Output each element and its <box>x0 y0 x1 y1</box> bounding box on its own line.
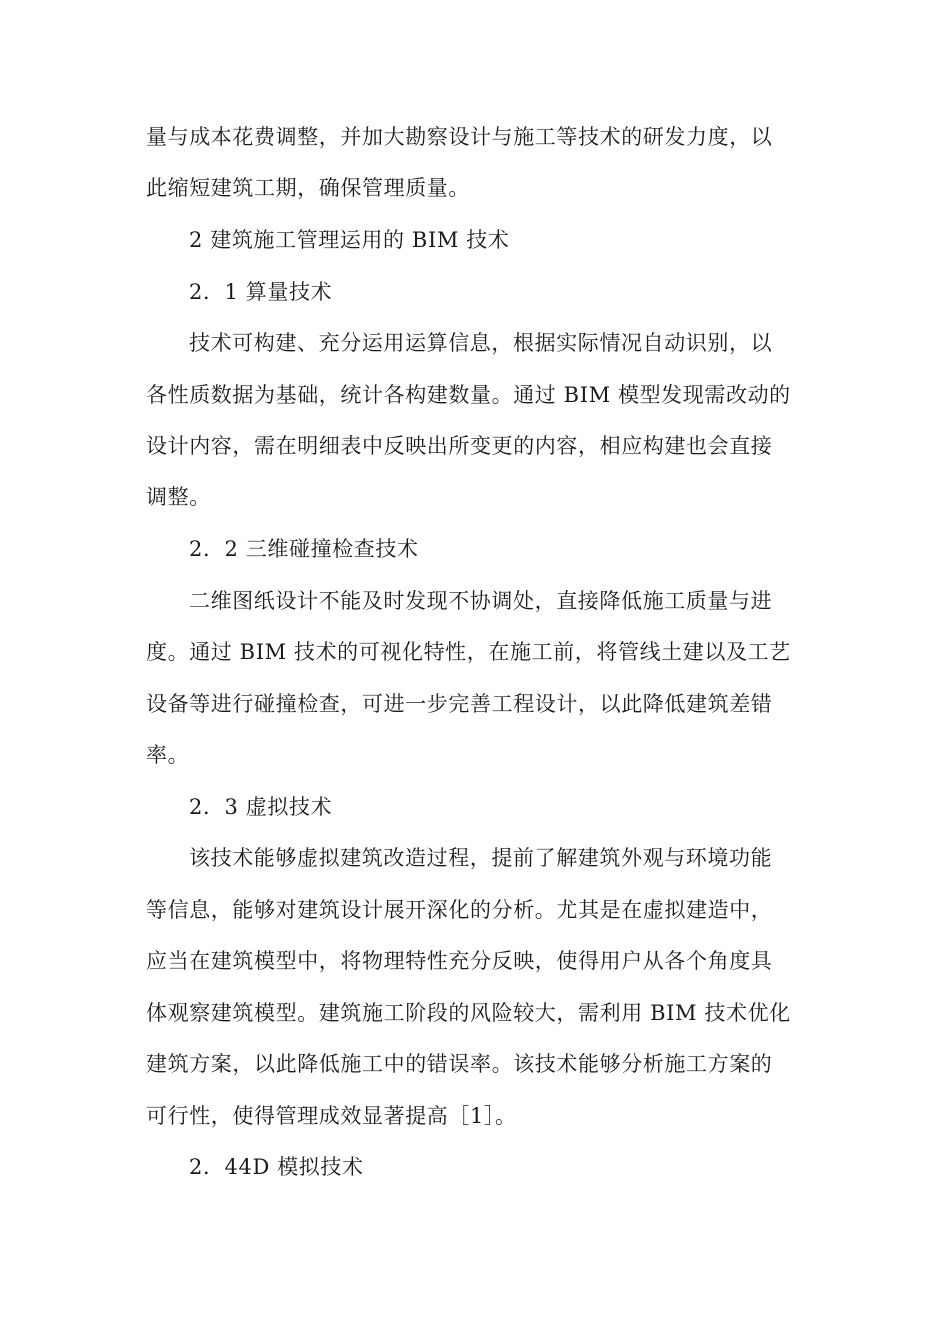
paragraph-line: 此缩短建筑工期，确保管理质量。 <box>146 176 470 200</box>
paragraph-line: 度。通过 BIM 技术的可视化特性，在施工前，将管线土建以及工艺 <box>146 640 791 664</box>
paragraph-line: 该技术能够虚拟建筑改造过程，提前了解建筑外观与环境功能 <box>189 846 773 870</box>
subsection-heading: 2．3 虚拟技术 <box>189 795 333 819</box>
paragraph-line: 率。 <box>146 743 190 767</box>
paragraph-line: 二维图纸设计不能及时发现不协调处，直接降低施工质量与进 <box>189 589 773 613</box>
paragraph-line: 技术可构建、充分运用运算信息，根据实际情况自动识别，以 <box>189 331 773 355</box>
section-heading: 2 建筑施工管理运用的 BIM 技术 <box>189 228 510 252</box>
paragraph-line: 设计内容，需在明细表中反映出所变更的内容，相应构建也会直接 <box>146 434 773 458</box>
paragraph-line: 可行性，使得管理成效显著提高［1］。 <box>146 1104 517 1128</box>
subsection-heading: 2．2 三维碰撞检查技术 <box>189 537 419 561</box>
paragraph-line: 设备等进行碰撞检查，可进一步完善工程设计，以此降低建筑差错 <box>146 692 773 716</box>
subsection-heading: 2．1 算量技术 <box>189 280 333 304</box>
subsection-heading: 2．44D 模拟技术 <box>189 1155 364 1179</box>
paragraph-line: 调整。 <box>146 485 211 509</box>
paragraph-line: 等信息，能够对建筑设计展开深化的分析。尤其是在虚拟建造中， <box>146 898 773 922</box>
paragraph-line: 各性质数据为基础，统计各构建数量。通过 BIM 模型发现需改动的 <box>146 383 791 407</box>
paragraph-line: 量与成本花费调整，并加大勘察设计与施工等技术的研发力度，以 <box>146 125 773 149</box>
paragraph-line: 建筑方案，以此降低施工中的错误率。该技术能够分析施工方案的 <box>146 1052 773 1076</box>
paragraph-line: 应当在建筑模型中，将物理特性充分反映，使得用户从各个角度具 <box>146 949 773 973</box>
paragraph-line: 体观察建筑模型。建筑施工阶段的风险较大，需利用 BIM 技术优化 <box>146 1001 791 1025</box>
